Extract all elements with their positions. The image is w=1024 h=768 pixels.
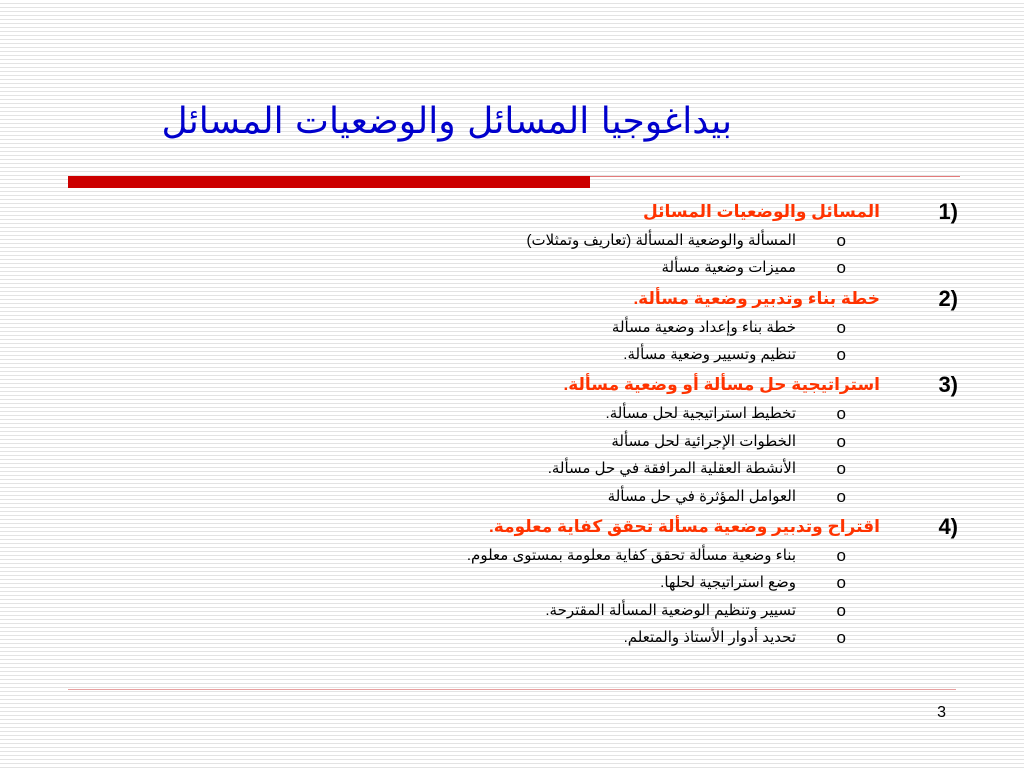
title-accent-bar bbox=[68, 176, 590, 188]
section-heading bbox=[0, 372, 1024, 398]
list-item bbox=[0, 484, 1024, 510]
bullet-icon: o bbox=[836, 231, 846, 250]
slide-title: بيداغوجيا المسائل والوضعيات المسائل bbox=[161, 101, 732, 142]
list-item-text: العوامل المؤثرة في حل مسألة bbox=[607, 488, 796, 505]
section-number: 2) bbox=[938, 286, 958, 311]
list-item bbox=[0, 456, 1024, 482]
footer-divider-line bbox=[68, 689, 956, 690]
page-number: 3 bbox=[937, 704, 946, 721]
list-item-text: بناء وضعية مسألة تحقق كفاية معلومة بمستوى معلوم. bbox=[466, 547, 796, 564]
list-item bbox=[0, 342, 1024, 368]
list-item bbox=[0, 543, 1024, 569]
list-item-text: الخطوات الإجرائية لحل مسألة bbox=[611, 433, 796, 450]
list-item-text: مميزات وضعية مسألة bbox=[661, 259, 796, 276]
list-item-text: تخطيط استراتيجية لحل مسألة. bbox=[605, 405, 796, 422]
bullet-icon: o bbox=[836, 487, 846, 506]
section-heading bbox=[0, 199, 1024, 225]
list-item bbox=[0, 401, 1024, 427]
section-heading bbox=[0, 286, 1024, 312]
bullet-icon: o bbox=[836, 404, 846, 423]
list-item-text: خطة بناء وإعداد وضعية مسألة bbox=[611, 319, 796, 336]
section-title: خطة بناء وتدبير وضعية مسألة. bbox=[633, 289, 880, 308]
list-item-text: الأنشطة العقلية المرافقة في حل مسألة. bbox=[547, 460, 796, 477]
list-item bbox=[0, 255, 1024, 281]
list-item-text: وضع استراتيجية لحلها. bbox=[660, 574, 796, 591]
bullet-icon: o bbox=[836, 628, 846, 647]
bullet-icon: o bbox=[836, 258, 846, 277]
list-item-text: المسألة والوضعية المسألة (تعاريف وتمثلات) bbox=[526, 232, 796, 249]
list-item bbox=[0, 570, 1024, 596]
list-item bbox=[0, 429, 1024, 455]
list-item bbox=[0, 598, 1024, 624]
section-title: المسائل والوضعيات المسائل bbox=[642, 202, 880, 221]
list-item-text: تحديد أدوار الأستاذ والمتعلم. bbox=[623, 629, 796, 646]
bullet-icon: o bbox=[836, 345, 846, 364]
bullet-icon: o bbox=[836, 546, 846, 565]
bullet-icon: o bbox=[836, 601, 846, 620]
list-item bbox=[0, 625, 1024, 651]
list-item-text: تنظيم وتسيير وضعية مسألة. bbox=[623, 346, 796, 363]
bullet-icon: o bbox=[836, 432, 846, 451]
bullet-icon: o bbox=[836, 459, 846, 478]
section-number: 4) bbox=[938, 514, 958, 539]
section-title: اقتراح وتدبير وضعية مسألة تحقق كفاية معلومة. bbox=[489, 517, 880, 536]
section-title: استراتيجية حل مسألة أو وضعية مسألة. bbox=[563, 375, 880, 394]
section-number: 3) bbox=[938, 372, 958, 397]
bullet-icon: o bbox=[836, 318, 846, 337]
list-item-text: تسيير وتنظيم الوضعية المسألة المقترحة. bbox=[545, 602, 796, 619]
bullet-icon: o bbox=[836, 573, 846, 592]
title-divider-line bbox=[590, 176, 960, 177]
list-item bbox=[0, 228, 1024, 254]
section-number: 1) bbox=[938, 199, 958, 224]
section-heading bbox=[0, 514, 1024, 540]
list-item bbox=[0, 315, 1024, 341]
